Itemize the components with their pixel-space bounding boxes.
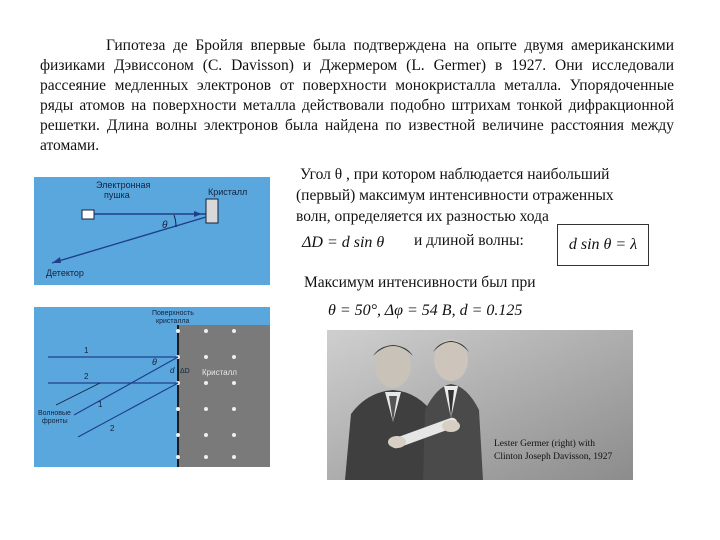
crystal-region bbox=[178, 325, 270, 467]
electron-gun-icon bbox=[82, 210, 94, 219]
side-line-2: (первый) максимум интенсивности отраженных bbox=[296, 187, 614, 204]
and-wavelength-text: и длиной волны: bbox=[414, 232, 524, 249]
caption-line-2: Clinton Joseph Davisson, 1927 bbox=[494, 452, 613, 462]
crystal-label: Кристалл bbox=[208, 187, 248, 197]
bragg-formula-box bbox=[557, 224, 649, 266]
side-line-1: Угол θ , при котором наблюдается наибольший bbox=[300, 166, 610, 183]
gun-label-1: Электронная bbox=[96, 180, 151, 190]
ray-label-2b: 2 bbox=[110, 424, 115, 433]
delta-d-label: ΔD bbox=[180, 368, 190, 375]
side-line-3: волн, определяется их разностью хода bbox=[296, 208, 549, 225]
diffraction-figure bbox=[34, 307, 270, 467]
surface-label-2: кристалла bbox=[156, 318, 190, 325]
d-label: d bbox=[170, 366, 175, 375]
crystal-icon bbox=[206, 199, 218, 223]
ray-label-1b: 1 bbox=[98, 400, 103, 409]
maximum-text: Максимум интенсивности был при bbox=[304, 274, 536, 291]
wavefront-label-2: фронты bbox=[42, 418, 68, 425]
experiment-params: θ = 50°, Δφ = 54 B, d = 0.125 bbox=[328, 302, 523, 319]
ray-label-2a: 2 bbox=[84, 372, 89, 381]
bragg-formula: d sin θ = λ bbox=[568, 236, 638, 253]
caption-line-1: Lester Germer (right) with bbox=[494, 439, 596, 449]
theta-label-2: θ bbox=[152, 357, 157, 367]
ray-label-1a: 1 bbox=[84, 346, 89, 355]
wavefront-label-1: Волновые bbox=[38, 410, 71, 417]
photo-caption bbox=[494, 438, 664, 464]
intro-paragraph bbox=[40, 36, 674, 156]
intro-text: Гипотеза де Бройля впервые была подтверждена на опыте двумя американскими физиками Дэвиссоном (C. Davisson) и Джермером (L. Germer) в 1927. Они исследовали рассеяние медленных электронов от поверхности монокристалла металла. Упорядоченные ряды атомов на поверхности металла действовали подобно штрихам тонкой дифракционной решетки. Длина волны электронов была найдена по известной величине расстояния между атомами. bbox=[40, 37, 674, 154]
experiment-setup-figure bbox=[34, 177, 270, 285]
gun-label-2: пушка bbox=[104, 190, 130, 200]
theta-label-1: θ bbox=[162, 220, 168, 231]
path-difference-formula: ΔD = d sin θ bbox=[302, 234, 385, 251]
surface-label-1: Поверхность bbox=[152, 310, 194, 317]
detector-label: Детектор bbox=[46, 268, 84, 278]
crystal-label-2: Кристалл bbox=[202, 368, 237, 377]
